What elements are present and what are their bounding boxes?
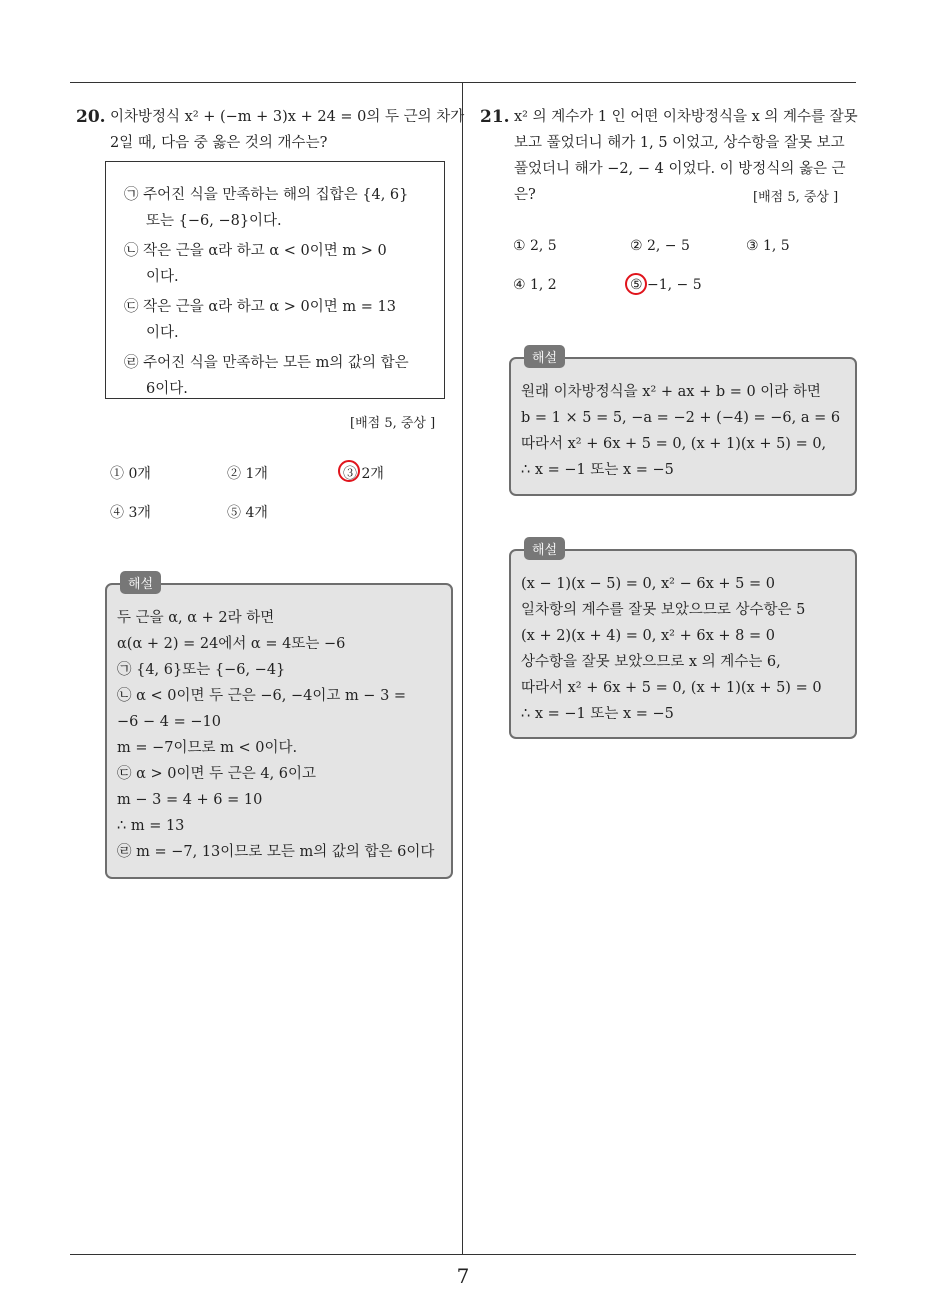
- option-1[interactable]: ① 2, 5: [513, 238, 557, 254]
- option-5[interactable]: ⑤ −1, − 5: [630, 277, 702, 293]
- bottom-rule: [70, 1254, 856, 1255]
- option-5[interactable]: ⑤ 4개: [227, 505, 268, 521]
- option-2[interactable]: ② 2, − 5: [630, 238, 690, 254]
- solution-box: 두 근을 α, α + 2라 하면 α(α + 2) = 24에서 α = 4또는 −6 ㉠ {4, 6}또는 {−6, −4} ㉡ α < 0이면 두 근은 −6, −4이고 m − 3 = −6 − 4 = −10 m = −7이므로 m < 0이다. ㉢ α > 0이면 두 근은 4, 6이고 m − 3 = 4 + 6 = 10 ∴ m = 13 ㉣ m = −7, 13이므로 모든 m의 값의 합은 6이다: [105, 583, 453, 879]
- question-text-line: x² 의 계수가 1 인 어떤 이차방정식을 x 의 계수를 잘못: [514, 109, 858, 125]
- question-text-line: 이차방정식 x² + (−m + 3)x + 24 = 0의 두 근의 차가: [110, 109, 465, 125]
- statement-box: [105, 161, 445, 399]
- question-text-line: 은?: [514, 187, 536, 203]
- top-rule: [70, 82, 856, 83]
- score-label: [배점 5, 중상 ]: [753, 190, 839, 205]
- score-label: [배점 5, 중상 ]: [350, 416, 436, 431]
- option-3[interactable]: ③ 1, 5: [746, 238, 790, 254]
- option-4[interactable]: ④ 1, 2: [513, 277, 557, 293]
- option-4[interactable]: ④ 3개: [110, 505, 151, 521]
- question-text-line: 보고 풀었더니 해가 1, 5 이었고, 상수항을 잘못 보고: [514, 135, 845, 151]
- statement: ㉡ 작은 근을 α라 하고 α < 0이면 m > 0 이다.: [124, 243, 387, 285]
- solution-box: (x − 1)(x − 5) = 0, x² − 6x + 5 = 0 일차항의 계수를 잘못 보았으므로 상수항은 5 (x + 2)(x + 4) = 0, x² + 6x + 8 = 0 상수항을 잘못 보았으므로 x 의 계수는 6, 따라서 x² + 6x + 5 = 0, (x + 1)(x + 5) = 0 ∴ x = −1 또는 x = −5: [509, 549, 857, 739]
- column-divider: [462, 82, 463, 1254]
- question-number: 21.: [480, 107, 510, 127]
- question-text-line: 풀었더니 해가 −2, − 4 이었다. 이 방정식의 옳은 근: [514, 161, 846, 177]
- answer-circle-mark: [338, 460, 360, 482]
- question-text-line: 2일 때, 다음 중 옳은 것의 개수는?: [110, 135, 328, 151]
- option-3[interactable]: ③ 2개: [343, 466, 384, 482]
- statement: ㉣ 주어진 식을 만족하는 모든 m의 값의 합은 6이다.: [124, 355, 409, 397]
- solution-tag: 해설: [524, 345, 565, 368]
- solution-tag: 해설: [524, 537, 565, 560]
- question-20: [76, 104, 465, 156]
- option-1[interactable]: ① 0개: [110, 466, 151, 482]
- answer-circle-mark: [625, 273, 647, 295]
- page-number: 7: [456, 1264, 470, 1288]
- solution-box: 원래 이차방정식을 x² + ax + b = 0 이라 하면 b = 1 × 5 = 5, −a = −2 + (−4) = −6, a = 6 따라서 x² + 6x + 5 = 0, (x + 1)(x + 5) = 0, ∴ x = −1 또는 x = −5: [509, 357, 857, 496]
- question-number: 20.: [76, 107, 106, 127]
- solution-tag: 해설: [120, 571, 161, 594]
- option-2[interactable]: ② 1개: [227, 466, 268, 482]
- statement: ㉠ 주어진 식을 만족하는 해의 집합은 {4, 6} 또는 {−6, −8}이다.: [124, 187, 409, 229]
- statement: ㉢ 작은 근을 α라 하고 α > 0이면 m = 13 이다.: [124, 299, 396, 341]
